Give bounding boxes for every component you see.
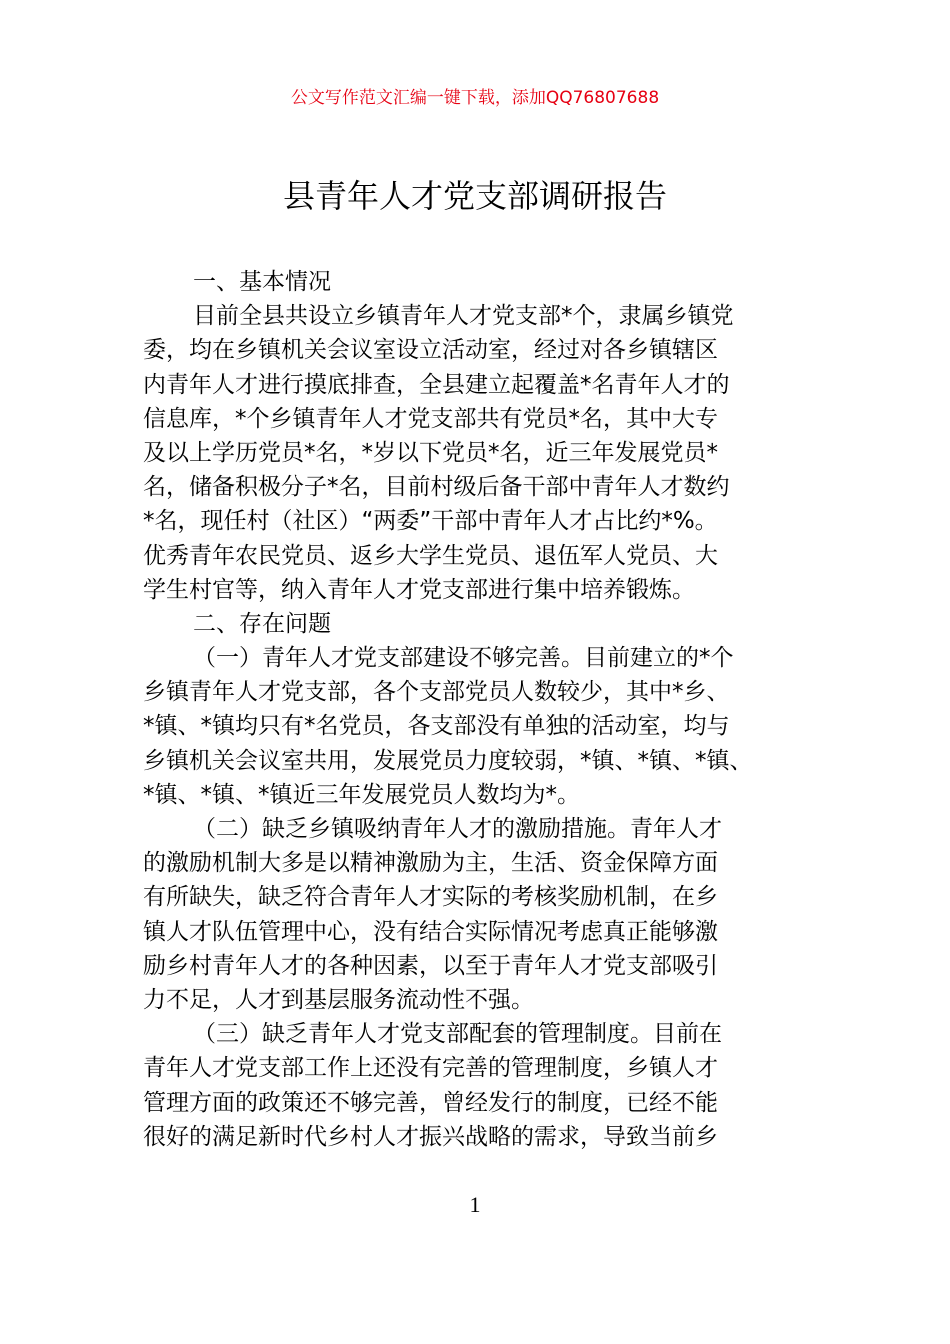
body-line: （一）青年人才党支部建设不够完善。目前建立的*个 <box>193 645 734 672</box>
body-line: 的激励机制大多是以精神激励为主，生活、资金保障方面 <box>143 850 718 877</box>
download-banner: 公文写作范文汇编一键下载，添加QQ76807688 <box>290 88 660 108</box>
section-heading-problems: 二、存在问题 <box>193 610 331 637</box>
body-line: 学生村官等，纳入青年人才党支部进行集中培养锻炼。 <box>143 576 695 603</box>
body-line: 镇人才队伍管理中心，没有结合实际情况考虑真正能够激 <box>143 918 718 945</box>
body-line: 信息库，*个乡镇青年人才党支部共有党员*名，其中大专 <box>143 405 718 432</box>
body-line: *镇、*镇均只有*名党员，各支部没有单独的活动室，均与 <box>143 713 730 740</box>
body-line: 内青年人才进行摸底排查，全县建立起覆盖*名青年人才的 <box>143 371 730 398</box>
body-line: （三）缺乏青年人才党支部配套的管理制度。目前在 <box>193 1021 722 1048</box>
page-number: 1 <box>469 1192 481 1217</box>
body-line: （二）缺乏乡镇吸纳青年人才的激励措施。青年人才 <box>193 816 722 842</box>
body-line: 青年人才党支部工作上还没有完善的管理制度，乡镇人才 <box>143 1055 718 1082</box>
document-title: 县青年人才党支部调研报告 <box>282 177 667 215</box>
body-line: 力不足，人才到基层服务流动性不强。 <box>143 986 534 1013</box>
body-line: 乡镇机关会议室共用，发展党员力度较弱，*镇、*镇、*镇、 <box>143 747 753 774</box>
body-line: 委，均在乡镇机关会议室设立活动室，经过对各乡镇辖区 <box>143 337 718 364</box>
body-line: 优秀青年农民党员、返乡大学生党员、退伍军人党员、大 <box>143 542 718 569</box>
document-body <box>143 265 809 1154</box>
body-line: 有所缺失，缺乏符合青年人才实际的考核奖励机制，在乡 <box>143 884 718 911</box>
body-line: 目前全县共设立乡镇青年人才党支部*个，隶属乡镇党 <box>193 303 734 330</box>
body-line: *镇、*镇、*镇近三年发展党员人数均为*。 <box>143 781 580 808</box>
section-heading-basic: 一、基本情况 <box>193 269 331 295</box>
body-line: 励乡村青年人才的各种因素，以至于青年人才党支部吸引 <box>143 952 718 979</box>
body-line: 及以上学历党员*名，*岁以下党员*名，近三年发展党员* <box>143 439 718 466</box>
body-line: 名，储备积极分子*名，目前村级后备干部中青年人才数约 <box>143 474 730 501</box>
body-line: 乡镇青年人才党支部，各个支部党员人数较少，其中*乡、 <box>143 679 730 706</box>
body-line: *名，现任村（社区）“两委”干部中青年人才占比约*%。 <box>143 508 718 535</box>
body-line: 很好的满足新时代乡村人才振兴战略的需求，导致当前乡 <box>143 1123 718 1150</box>
body-line: 管理方面的政策还不够完善，曾经发行的制度，已经不能 <box>143 1089 718 1116</box>
